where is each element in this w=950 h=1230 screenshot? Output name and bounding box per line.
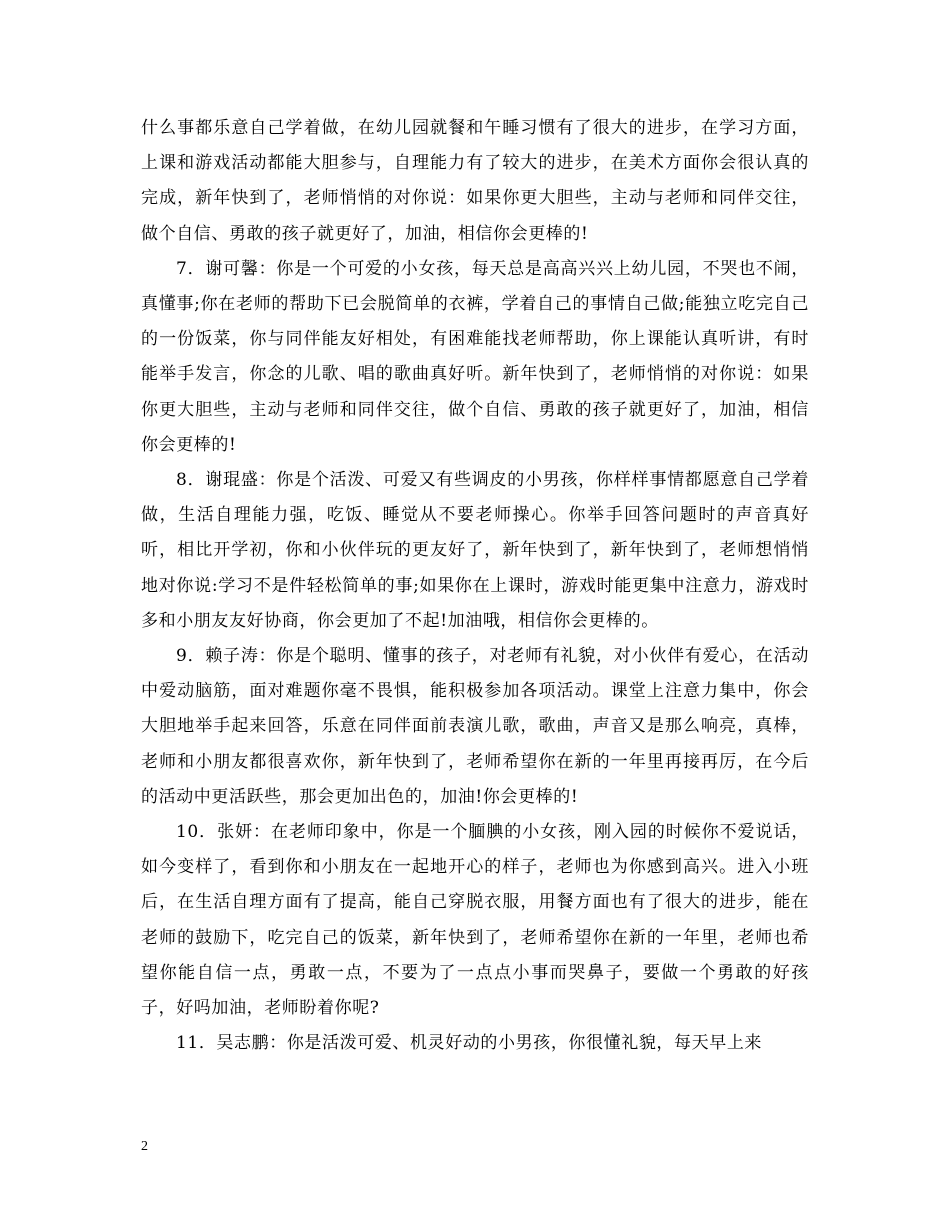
document-body bbox=[141, 111, 809, 1061]
paragraph-item-7: 7．谢可馨：你是一个可爱的小女孩，每天总是高高兴兴上幼儿园，不哭也不闹，真懂事;你在老师的帮助下已会脱简单的衣裤，学着自己的事情自己做;能独立吃完自己的一份饭菜，你与同伴能友好相处，有困难能找老师帮助，你上课能认真听讲，有时能举手发言，你念的儿歌、唱的歌曲真好听。新年快到了，老师悄悄的对你说：如果你更大胆些，主动与老师和同伴交往，做个自信、勇敢的孩子就更好了，加油，相信你会更棒的! bbox=[141, 258, 809, 455]
paragraph-item-10: 10．张妍：在老师印象中，你是一个腼腆的小女孩，刚入园的时候你不爱说话，如今变样了，看到你和小朋友在一起地开心的样子，老师也为你感到高兴。进入小班后，在生活自理方面有了提高，能自己穿脱衣服，用餐方面也有了很大的进步，能在老师的鼓励下，吃完自己的饭菜，新年快到了，老师希望你在新的一年里，老师也希望你能自信一点，勇敢一点，不要为了一点点小事而哭鼻子，要做一个勇敢的好孩子，好吗加油，老师盼着你呢? bbox=[141, 822, 809, 1019]
page-number: 2 bbox=[141, 1139, 148, 1154]
paragraph-item-11: 11．吴志鹏：你是活泼可爱、机灵好动的小男孩，你很懂礼貌，每天早上来 bbox=[176, 1033, 763, 1054]
paragraph-item-8: 8．谢琨盛：你是个活泼、可爱又有些调皮的小男孩，你样样事情都愿意自己学着做，生活自理能力强，吃饭、睡觉从不要老师操心。你举手回答问题时的声音真好听，相比开学初，你和小伙伴玩的更友好了，新年快到了，新年快到了，老师想悄悄地对你说:学习不是件轻松简单的事;如果你在上课时，游戏时能更集中注意力，游戏时多和小朋友友好协商，你会更加了不起!加油哦，相信你会更棒的。 bbox=[141, 470, 809, 631]
paragraph-continuation: 什么事都乐意自己学着做，在幼儿园就餐和午睡习惯有了很大的进步，在学习方面，上课和游戏活动都能大胆参与，自理能力有了较大的进步，在美术方面你会很认真的完成，新年快到了，老师悄悄的对你说：如果你更大胆些，主动与老师和同伴交往，做个自信、勇敢的孩子就更好了，加油，相信你会更棒的! bbox=[141, 118, 809, 244]
paragraph-item-9: 9．赖子涛：你是个聪明、懂事的孩子，对老师有礼貌，对小伙伴有爱心，在活动中爱动脑筋，面对难题你毫不畏惧，能积极参加各项活动。课堂上注意力集中，你会大胆地举手起来回答，乐意在同伴面前表演儿歌，歌曲，声音又是那么响亮，真棒，老师和小朋友都很喜欢你，新年快到了，老师希望你在新的一年里再接再厉，在今后的活动中更活跃些，那会更加出色的，加油!你会更棒的! bbox=[141, 646, 809, 807]
